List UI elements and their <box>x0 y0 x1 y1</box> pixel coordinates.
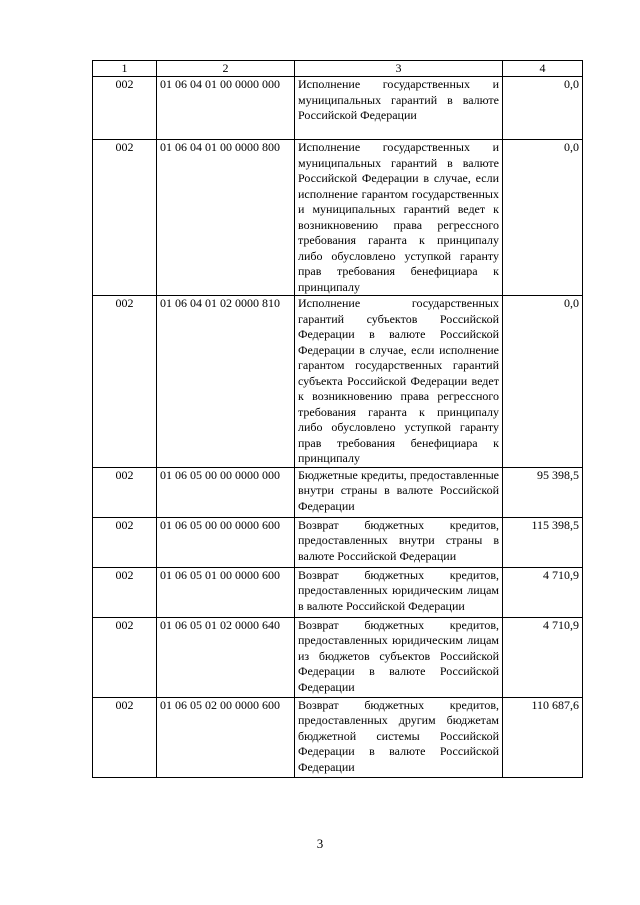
amount-cell: 4 710,9 <box>503 567 583 617</box>
column-number-1: 1 <box>93 61 157 77</box>
admin-code-cell: 002 <box>93 517 157 567</box>
page-number: 3 <box>316 836 324 851</box>
table-row <box>93 697 583 777</box>
admin-code-cell: 002 <box>93 467 157 517</box>
admin-code-cell: 002 <box>93 617 157 697</box>
budget-sources-table <box>92 60 583 778</box>
amount-cell: 0,0 <box>503 296 583 468</box>
description-cell: Исполнение государственных и муниципальных гарантий в валюте Российской Федерации <box>295 77 503 140</box>
column-number-row <box>93 61 583 77</box>
description-cell: Возврат бюджетных кредитов, предоставленных юридическим лицам из бюджетов субъектов Российской Федерации в валюте Российской Федерации <box>295 617 503 697</box>
budget-code-cell: 01 06 05 01 00 0000 600 <box>157 567 295 617</box>
column-number-4: 4 <box>503 61 583 77</box>
admin-code-cell: 002 <box>93 296 157 468</box>
amount-cell: 110 687,6 <box>503 697 583 777</box>
budget-code-cell: 01 06 05 00 00 0000 000 <box>157 467 295 517</box>
admin-code-cell: 002 <box>93 697 157 777</box>
description-cell: Возврат бюджетных кредитов, предоставленных юридическим лицам в валюте Российской Федерации <box>295 567 503 617</box>
budget-code-cell: 01 06 05 00 00 0000 600 <box>157 517 295 567</box>
description-cell: Исполнение государственных и муниципальных гарантий в валюте Российской Федерации в случае, если исполнение гарантом государственных и муниципальных гарантий ведет к возникновению права регрессного требования гаранта к принципалу либо обусловлено уступкой гаранту прав требования бенефициара к принципалу <box>295 140 503 296</box>
budget-code-cell: 01 06 05 01 02 0000 640 <box>157 617 295 697</box>
column-number-3: 3 <box>295 61 503 77</box>
table-row <box>93 140 583 296</box>
amount-cell: 4 710,9 <box>503 617 583 697</box>
budget-code-cell: 01 06 04 01 00 0000 800 <box>157 140 295 296</box>
table-row <box>93 517 583 567</box>
budget-code-cell: 01 06 04 01 00 0000 000 <box>157 77 295 140</box>
table-row <box>93 77 583 140</box>
table-row <box>93 567 583 617</box>
description-cell: Исполнение государственных гарантий субъектов Российской Федерации в валюте Российской Федерации в случае, если исполнение гарантом государственных гарантий субъекта Российской Федерации ведет к возникновению права регрессного требования гаранта к принципалу либо обусловлено уступкой гаранту прав требования бенефициара к принципалу <box>295 296 503 468</box>
table-row <box>93 296 583 468</box>
admin-code-cell: 002 <box>93 567 157 617</box>
amount-cell: 0,0 <box>503 140 583 296</box>
table-row <box>93 617 583 697</box>
description-cell: Бюджетные кредиты, предоставленные внутри страны в валюте Российской Федерации <box>295 467 503 517</box>
description-cell: Возврат бюджетных кредитов, предоставленных внутри страны в валюте Российской Федерации <box>295 517 503 567</box>
table-row <box>93 467 583 517</box>
amount-cell: 115 398,5 <box>503 517 583 567</box>
column-number-2: 2 <box>157 61 295 77</box>
budget-code-cell: 01 06 04 01 02 0000 810 <box>157 296 295 468</box>
budget-code-cell: 01 06 05 02 00 0000 600 <box>157 697 295 777</box>
amount-cell: 95 398,5 <box>503 467 583 517</box>
amount-cell: 0,0 <box>503 77 583 140</box>
admin-code-cell: 002 <box>93 77 157 140</box>
description-cell: Возврат бюджетных кредитов, предоставленных другим бюджетам бюджетной системы Российской Федерации в валюте Российской Федерации <box>295 697 503 777</box>
admin-code-cell: 002 <box>93 140 157 296</box>
